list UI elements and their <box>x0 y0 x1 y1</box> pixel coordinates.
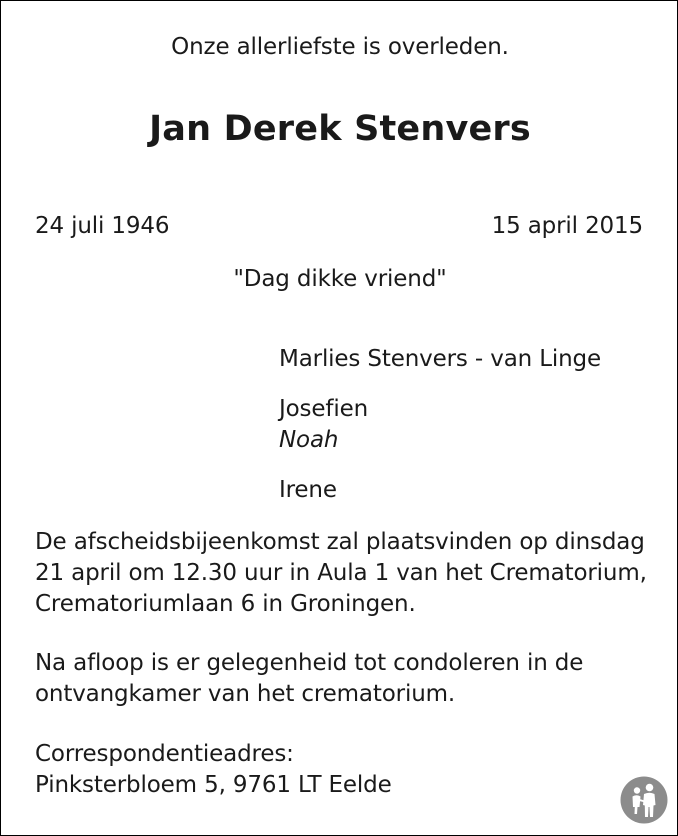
condolence-line: ontvangkamer van het crematorium. <box>35 681 456 707</box>
family-member: Josefien <box>279 396 369 422</box>
ceremony-paragraph <box>35 527 655 620</box>
death-date: 15 april 2015 <box>491 213 643 239</box>
family-member: Noah <box>279 427 339 453</box>
address-line: Pinksterbloem 5, 9761 LT Eelde <box>35 772 392 798</box>
ceremony-line: Crematoriumlaan 6 in Groningen. <box>35 591 416 617</box>
ceremony-line: De afscheidsbijeenkomst zal plaatsvinden op dinsdag <box>35 529 645 555</box>
condolence-line: Na afloop is er gelegenheid tot condoleren in de <box>35 650 584 676</box>
mourning-figures-logo-icon <box>620 776 668 824</box>
birth-date: 24 juli 1946 <box>35 213 170 239</box>
logo-graphic <box>620 776 668 824</box>
farewell-quote: "Dag dikke vriend" <box>233 266 447 292</box>
correspondence-address <box>35 739 655 801</box>
condolence-paragraph <box>35 648 655 710</box>
ceremony-line: 21 april om 12.30 uur in Aula 1 van het Crematorium, <box>35 560 647 586</box>
family-member: Irene <box>279 477 337 503</box>
deceased-name: Jan Derek Stenvers <box>149 109 531 149</box>
family-member: Marlies Stenvers - van Linge <box>279 346 602 372</box>
notice-intro: Onze allerliefste is overleden. <box>171 34 509 60</box>
address-label: Correspondentieadres: <box>35 741 294 767</box>
